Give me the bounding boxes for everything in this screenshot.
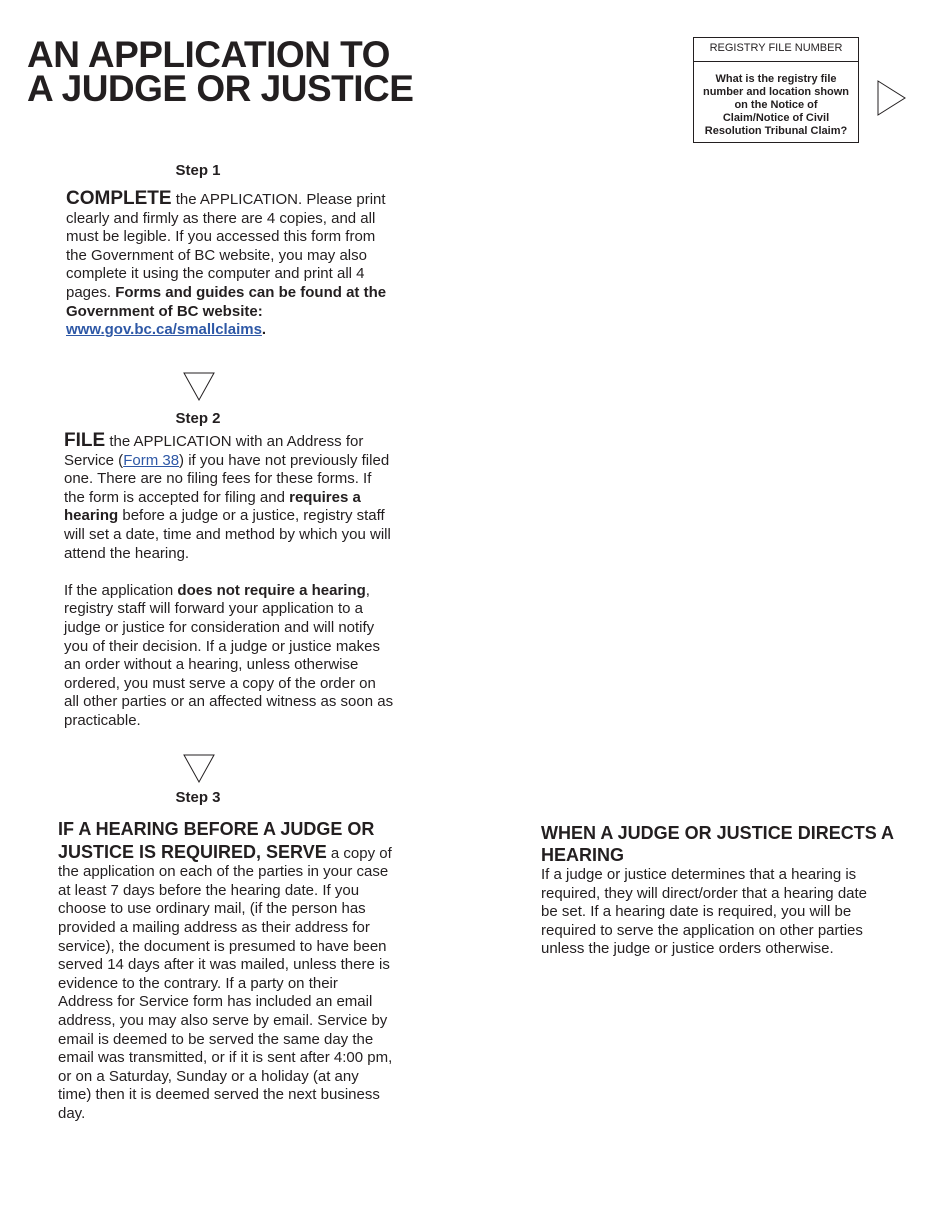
triangle-down-icon (183, 754, 215, 784)
step-2-body-a: the APPLICATION with an Address for Service ( (64, 433, 364, 469)
step-1-heading: Step 1 (175, 162, 221, 179)
step-2-requires-hearing: requires a hearing (64, 488, 361, 525)
step-2-text (64, 432, 394, 731)
page-title (27, 34, 414, 109)
step-2-p2-start: If the application (64, 581, 178, 599)
registry-file-number-box (693, 37, 859, 143)
step-2-lead-word: FILE (64, 430, 106, 451)
step-1-lead-word: COMPLETE (66, 188, 172, 209)
step-3-lead: IF A HEARING BEFORE A JUDGE OR JUSTICE IS REQUIRED, SERVE (58, 819, 375, 862)
step-2-body-c: before a judge or a justice, registry staff will set a date, time and method by which you will attend the hearing. (64, 507, 391, 562)
title-line-1: AN APPLICATION TO (27, 34, 390, 75)
triangle-down-icon (183, 372, 215, 402)
step-1-forms-note: Forms and guides can be found at the Government of BC website: (66, 283, 387, 320)
hearing-directed-text: If a judge or justice determines that a hearing is required, they will direct/order that a hearing date be set. If a hearing date is required, you will be required to serve the application on other parties unless the judge or justice orders otherwise. (541, 866, 868, 958)
step-2-p2-rest: , registry staff will forward your application to a judge or justice for consideration and will notify you of their decision. If a judge or justice makes an order without a hearing, unless otherwise ordered, you must serve a copy of the order on all other parties or an affected witness as soon as practicable. (64, 581, 394, 729)
registry-file-number-question: What is the registry file number and location shown on the Notice of Claim/Notice of Civil Resolution Tribunal Claim? (702, 73, 850, 137)
triangle-right-icon[interactable] (877, 80, 907, 116)
step-3-text (58, 818, 394, 1124)
step-2-paragraph-2 (64, 582, 394, 731)
step-3-heading: Step 3 (175, 789, 221, 806)
smallclaims-website-link[interactable]: www.gov.bc.ca/smallclaims (66, 321, 262, 339)
step-3-body: a copy of the application on each of the parties in your case at least 7 days before the hearing date. If you choose to use ordinary mail, (if the person has provided a mailing address as their address for service), the document is presumed to have been served 14 days after it was mailed, unless there is evidence to the contrary. If a party on their Address for Service form has included an email address, you may also serve by email. Service by email is deemed to be served the same day the email was transmitted, or if it is sent after 4:00 pm, or on a Saturday, Sunday or a holiday (at any time) then it is deemed served the next business day. (58, 844, 393, 1122)
step-1-body: the APPLICATION. Please print clearly and firmly as there are 4 copies, and all must be legible. If you accessed this form from the Government of BC website, you may also complete it using the computer and print all 4 pages. (66, 191, 386, 301)
step-2-no-hearing: does not require a hearing (177, 581, 366, 599)
step-2-body-b: ) if you have not previously filed one. There are no filing fees for these forms. If the form is accepted for filing and (64, 451, 390, 506)
step-2-heading: Step 2 (175, 410, 221, 427)
title-line-2: A JUDGE OR JUSTICE (27, 68, 414, 109)
registry-file-number-label: REGISTRY FILE NUMBER (694, 38, 858, 62)
step-1-link-end: . (261, 321, 267, 339)
form-38-link[interactable]: Form 38 (123, 451, 180, 469)
hearing-directed-heading: WHEN A JUDGE OR JUSTICE DIRECTS A HEARING (541, 823, 894, 865)
step-2-paragraph-1 (64, 432, 394, 563)
step-1-text (66, 190, 396, 340)
